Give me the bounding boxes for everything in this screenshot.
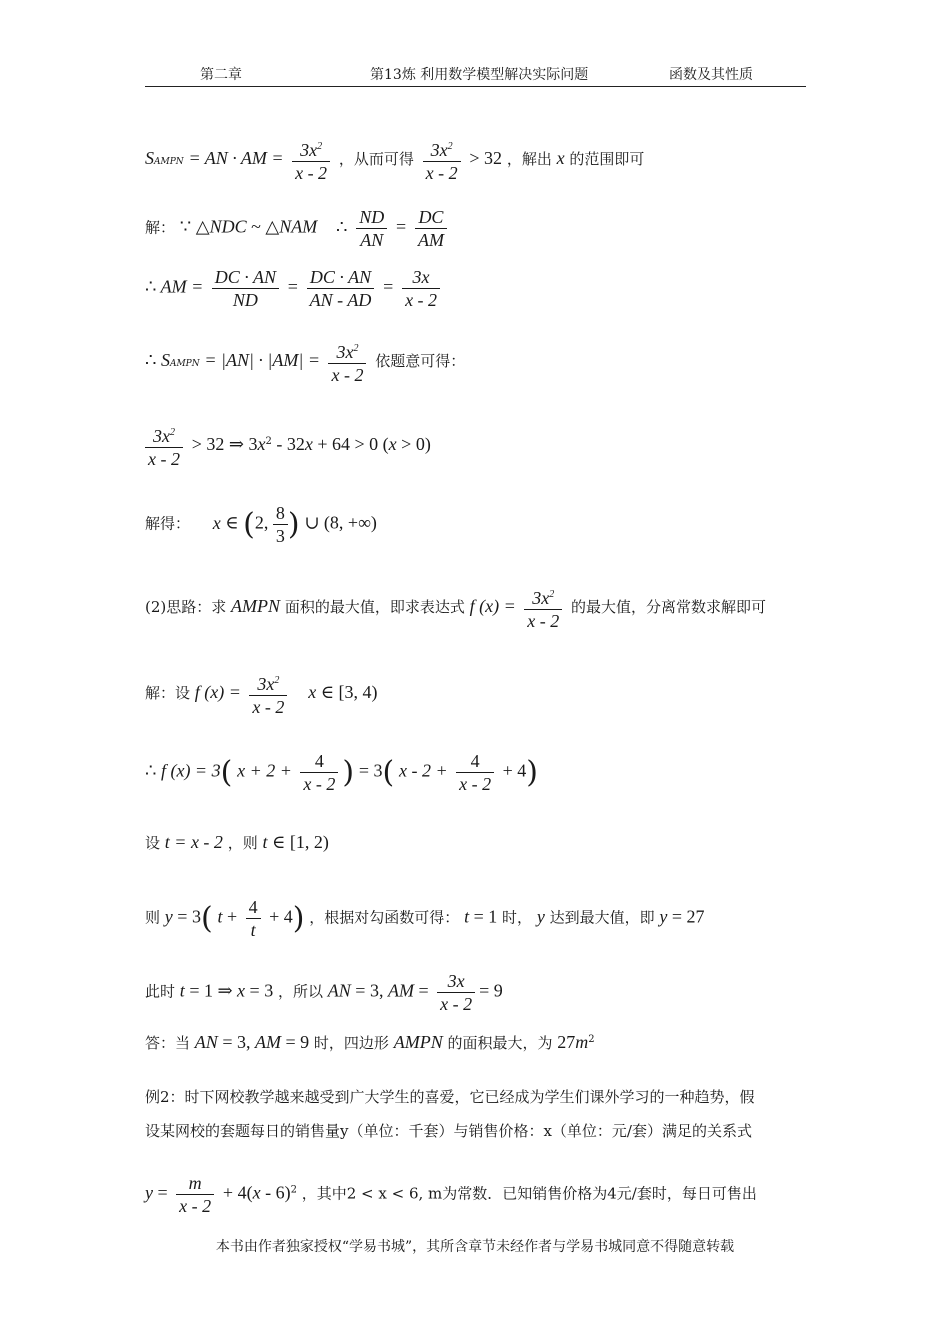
formula-line-area: SAMPN = AN · AM = $\frac{3x^2}{x - 2}$ ，从而可得 $\frac{3x^2}{x - 2}$ > 32 ，解出 x 的范围即可	[145, 136, 644, 184]
header-lesson-title: 第13炼 利用数学模型解决实际问题	[370, 67, 589, 83]
formula-line-am: ∴ AM = $\frac{DC \cdot AN}{ND}$ = $\frac{DC \cdot AN}{AN - AD}$ = $\frac{3x}{x - 2}$	[145, 266, 444, 311]
formula-line-substitute: 设 t = x - 2 ，则 t ∈ [1, 2)	[145, 832, 329, 852]
example2-line2: 设某网校的套题每日的销售量y（单位：千套）与销售价格：x（单位：元/套）满足的关系式	[145, 1122, 752, 1140]
part2-idea-line: (2)思路：求 AMPN 面积的最大值，即求表达式 f (x) = $\frac{3x^2}{x - 2}$ 的最大值，分离常数求解即可	[145, 584, 766, 632]
header-chapter: 第二章	[200, 67, 242, 83]
formula-line-max: 则 y = 3( t + $\frac{4}{t}$ + 4) ，根据对勾函数可得： t = 1 时， y 达到最大值，即 y = 27	[145, 897, 705, 940]
header-topic: 函数及其性质	[669, 67, 753, 83]
page-header	[145, 64, 806, 87]
example2-line1: 例2：时下网校教学越来越受到广大学生的喜爱，它已经成为学生们课外学习的一种趋势，假	[145, 1088, 755, 1106]
page-footer: 本书由作者独家授权“学易书城”，其所含章节未经作者与学易书城同意不得随意转载	[215, 1239, 735, 1255]
formula-line-define-f: 解：设 f (x) = $\frac{3x^2}{x - 2}$ x ∈ [3, 4)	[145, 670, 378, 718]
formula-line-inequality: $\frac{3x^2}{x - 2}$ > 32 ⇒ $3x^2 - 32x + 64 > 0$ (x > 0)	[145, 422, 431, 470]
formula-line-solution: 解得： x ∈ (2, $\frac{8}{3}$ ) ∪ (8, +∞)	[145, 503, 377, 546]
example2-line3: y = $\frac{m}{x - 2}$ + 4(x - 6)$^2$ ，其中2 < x < 6, m为常数．已知销售价格为4元/套时，每日可售出	[145, 1173, 757, 1216]
formula-line-separate: ∴ f (x) = 3( x + 2 + $\frac{4}{x - 2}$ ) = 3( x - 2 + $\frac{4}{x - 2}$ + 4)	[145, 751, 539, 794]
answer-line: 答：当 AN = 3, AM = 9 时，四边形 AMPN 的面积最大，为 $27m^2$	[145, 1032, 595, 1052]
formula-line-area-abs: ∴ SAMPN = |AN| · |AM| = $\frac{3x^2}{x - 2}$ 依题意可得：	[145, 338, 465, 386]
formula-line-values: 此时 t = 1 ⇒ x = 3 ，所以 AN = 3, AM = $\frac{3x}{x - 2}$ = 9	[145, 971, 503, 1014]
formula-line-similar: 解： ∵ △NDC ~ △NAM ∴ $\frac{ND}{AN}$ = $\frac{DC}{AM}$	[145, 206, 451, 251]
